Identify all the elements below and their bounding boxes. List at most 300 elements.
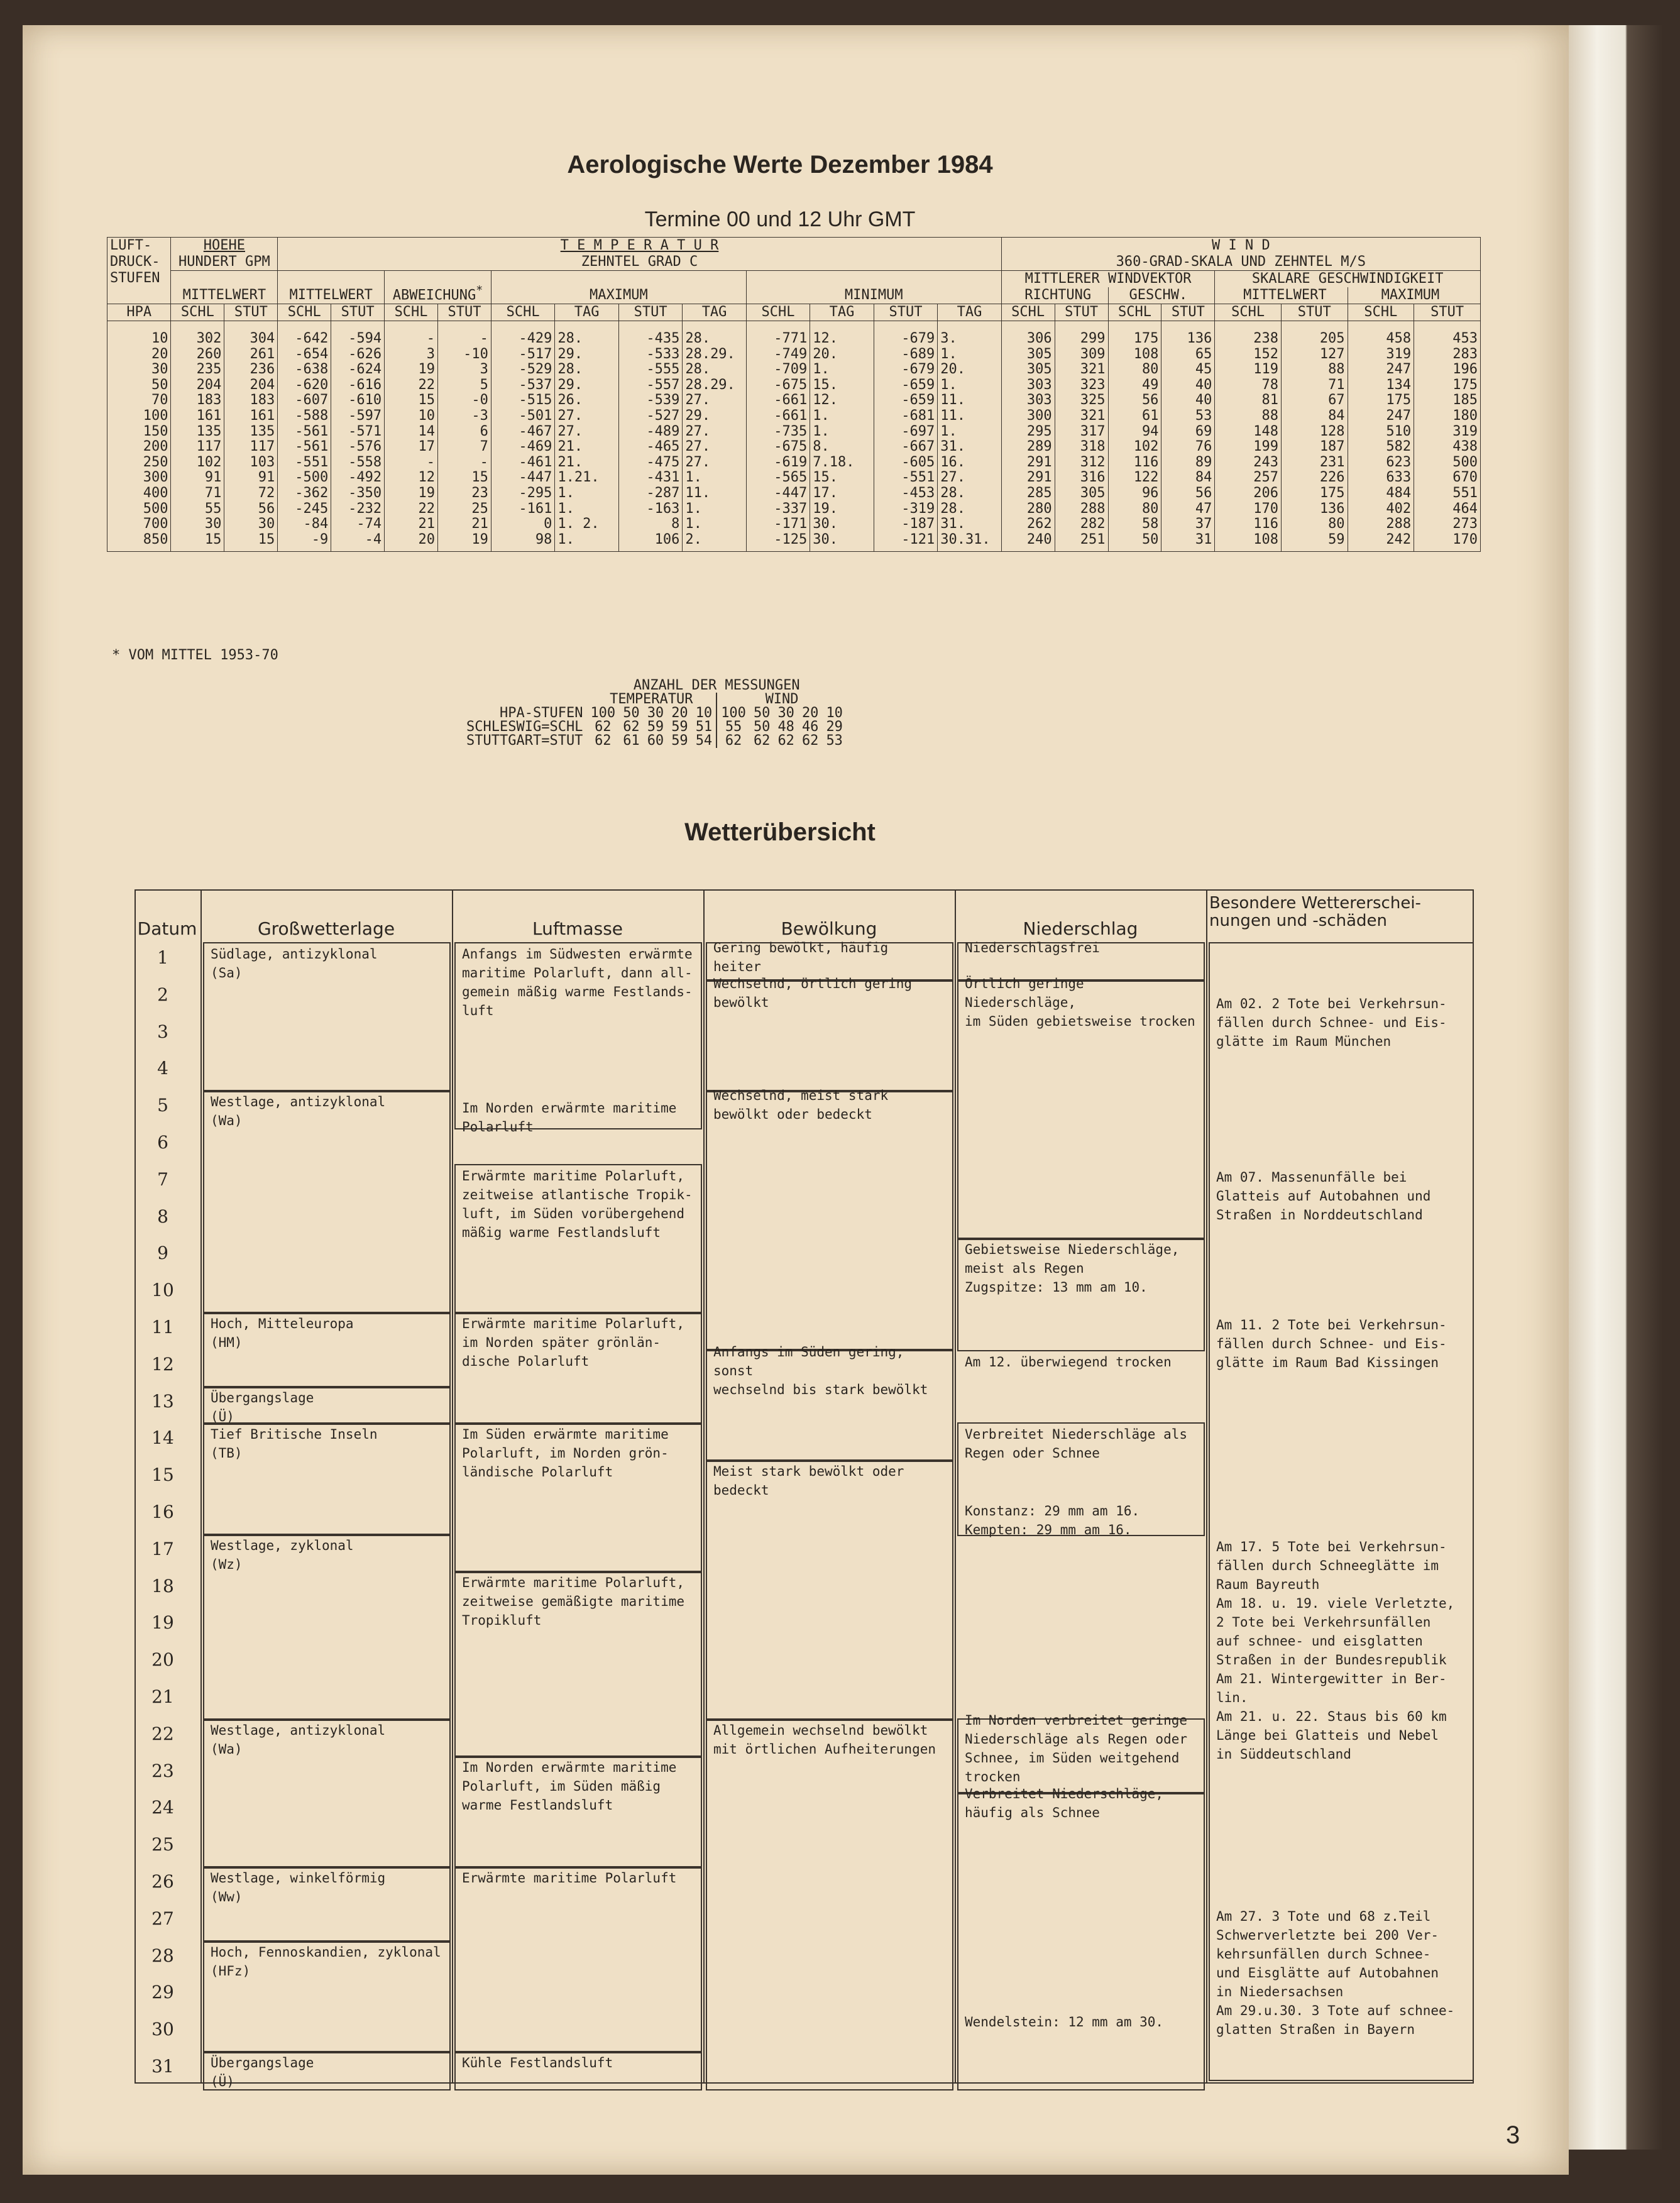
- table-cell: 27.: [683, 455, 746, 471]
- table-cell: 136: [1281, 502, 1348, 517]
- table-cell: 242: [1348, 532, 1414, 552]
- table-cell: -515: [491, 393, 554, 409]
- counts-value: 51: [695, 719, 713, 735]
- table-cell: 700: [107, 517, 171, 532]
- table-cell: -675: [746, 378, 810, 393]
- table-cell: -533: [618, 347, 682, 363]
- subheader-tag: TAG: [555, 304, 618, 321]
- counts-value: 62: [623, 719, 640, 735]
- table-cell: 27.: [555, 409, 618, 424]
- table-cell: 309: [1055, 347, 1108, 363]
- table-cell: 273: [1414, 517, 1481, 532]
- table-cell: 261: [224, 347, 278, 363]
- luft-entry: Erwärmte maritime Polarluft, im Norden später grönlän- dische Polarluft: [462, 1316, 685, 1369]
- header-abweichung: ABWEICHUNG*: [385, 271, 491, 304]
- table-cell: -610: [331, 393, 385, 409]
- counts-value: 59: [671, 733, 688, 749]
- table-cell: 20.: [810, 347, 874, 363]
- table-cell: 175: [1281, 486, 1348, 502]
- table-cell: 11.: [938, 393, 1002, 409]
- table-cell: 175: [1108, 321, 1161, 347]
- luft-entry: Im Norden erwärmte maritime Polarluft, im Süden mäßig warme Festlandsluft: [462, 1759, 677, 1813]
- table-cell: 28.: [555, 321, 618, 347]
- aerological-table-body: [107, 321, 1481, 552]
- subheader-stut: STUT: [1281, 304, 1348, 321]
- table-cell: 312: [1055, 455, 1108, 471]
- bes-entry: Am 17. 5 Tote bei Verkehrsun- fällen durch Schneeglätte im Raum Bayreuth Am 18. u. 19. viele Verletzte, 2 Tote bei Verkehrsunfällen auf schnee- und eisglatten Straßen in der Bundesrepublik Am 21. Wintergewitter in Ber- lin. Am 21. u. 22. Staus bis 60 km Länge bei Glatteis und Nebel in Süddeutschland: [1216, 1539, 1455, 1762]
- table-cell: 20: [107, 347, 171, 363]
- table-cell: 319: [1414, 424, 1481, 440]
- table-cell: 31.: [938, 517, 1002, 532]
- table-row: [107, 439, 1481, 455]
- table-cell: 200: [107, 439, 171, 455]
- table-cell: 50: [107, 378, 171, 393]
- table-cell: -161: [491, 502, 554, 517]
- bew-entry: Anfangs im Süden gering, sonst wechselnd bis stark bewölkt: [713, 1344, 928, 1397]
- table-cell: 247: [1348, 362, 1414, 378]
- day-number: 20: [151, 1649, 174, 1671]
- subheader-tag: TAG: [938, 304, 1002, 321]
- table-cell: 1.: [810, 424, 874, 440]
- table-cell: -447: [746, 486, 810, 502]
- table-cell: 15: [224, 532, 278, 552]
- table-cell: 291: [1001, 470, 1055, 486]
- header-windvektor: MITTLERER WINDVEKTOR RICHTUNG GESCHW.: [1001, 271, 1215, 304]
- table-cell: 30.: [810, 517, 874, 532]
- day-number: 29: [151, 1982, 174, 2003]
- table-row: [107, 517, 1481, 532]
- counts-title: ANZAHL DER MESSUNGEN: [633, 678, 800, 693]
- col-divider: [955, 891, 956, 2082]
- gross-entry: Westlage, antizyklonal (Wa): [211, 1722, 386, 1757]
- bes-entry: Am 11. 2 Tote bei Verkehrsun- fällen durch Schnee- und Eis- glätte im Raum Bad Kissingen: [1216, 1317, 1447, 1370]
- col-divider: [452, 891, 453, 2082]
- col-divider: [200, 891, 202, 2082]
- table-cell: 321: [1055, 362, 1108, 378]
- gross-entry: Übergangslage (Ü): [211, 1390, 314, 1424]
- table-cell: -565: [746, 470, 810, 486]
- table-cell: 283: [1414, 347, 1481, 363]
- table-cell: 127: [1281, 347, 1348, 363]
- table-cell: 289: [1001, 439, 1055, 455]
- table-cell: 226: [1281, 470, 1348, 486]
- table-cell: 19: [438, 532, 491, 552]
- table-cell: -529: [491, 362, 554, 378]
- table-cell: -616: [331, 378, 385, 393]
- table-cell: 175: [1348, 393, 1414, 409]
- table-cell: 302: [171, 321, 224, 347]
- table-cell: 14: [385, 424, 438, 440]
- table-cell: -679: [874, 321, 937, 347]
- day-number: 22: [151, 1723, 174, 1744]
- table-cell: 26.: [555, 393, 618, 409]
- table-cell: -4: [331, 532, 385, 552]
- table-cell: -689: [874, 347, 937, 363]
- header-minimum: MINIMUM: [746, 271, 1001, 304]
- nied-entry: Am 12. überwiegend trocken: [965, 1354, 1172, 1370]
- table-row: [107, 486, 1481, 502]
- table-cell: 453: [1414, 321, 1481, 347]
- subheader-row: [107, 304, 1481, 321]
- table-cell: -245: [278, 502, 331, 517]
- table-cell: -163: [618, 502, 682, 517]
- subheader-stut: STUT: [224, 304, 278, 321]
- table-row: [107, 347, 1481, 363]
- day-number: 9: [157, 1243, 168, 1264]
- table-cell: 8.: [810, 439, 874, 455]
- table-cell: 500: [107, 502, 171, 517]
- day-number: 23: [151, 1760, 174, 1781]
- table-cell: 402: [1348, 502, 1414, 517]
- header-niederschlag: Niederschlag: [1023, 918, 1138, 939]
- table-cell: -429: [491, 321, 554, 347]
- counts-value: 62: [753, 733, 771, 749]
- table-cell: 250: [107, 455, 171, 471]
- day-number: 28: [151, 1945, 174, 1966]
- table-cell: 31: [1161, 532, 1215, 552]
- table-cell: -295: [491, 486, 554, 502]
- subheader-schl: SCHL: [1108, 304, 1161, 321]
- day-number: 8: [157, 1206, 168, 1227]
- day-number: 13: [151, 1390, 174, 1412]
- table-cell: 15: [438, 470, 491, 486]
- table-cell: 243: [1215, 455, 1282, 471]
- table-cell: -74: [331, 517, 385, 532]
- table-cell: 6: [438, 424, 491, 440]
- table-cell: 30: [224, 517, 278, 532]
- bes-entry: Am 27. 3 Tote und 68 z.Teil Schwerverletzte bei 200 Ver- kehrsunfällen durch Schnee- und Eisglätte auf Autobahnen in Niedersachsen Am 29.u.30. 3 Tote auf schnee- glatten Straßen in Bayern: [1216, 1908, 1455, 2037]
- table-cell: 161: [171, 409, 224, 424]
- day-number: 16: [151, 1502, 174, 1522]
- table-cell: 135: [171, 424, 224, 440]
- table-cell: 3.: [938, 321, 1002, 347]
- table-cell: 11.: [683, 486, 746, 502]
- counts-row-schleswig: [463, 720, 847, 734]
- header-temperatur: T E M P E R A T U R ZEHNTEL GRAD C: [278, 238, 1001, 271]
- table-cell: 148: [1215, 424, 1282, 440]
- table-cell: -659: [874, 393, 937, 409]
- table-cell: -576: [331, 439, 385, 455]
- table-cell: -539: [618, 393, 682, 409]
- table-row: [107, 393, 1481, 409]
- table-cell: 303: [1001, 378, 1055, 393]
- table-cell: 299: [1055, 321, 1108, 347]
- table-cell: -84: [278, 517, 331, 532]
- table-cell: -500: [278, 470, 331, 486]
- table-cell: 8: [618, 517, 682, 532]
- col-divider: [703, 891, 705, 2082]
- day-number: 21: [151, 1686, 174, 1707]
- table-row: [107, 532, 1481, 552]
- table-cell: -675: [746, 439, 810, 455]
- table-cell: 17.: [810, 486, 874, 502]
- table-cell: -709: [746, 362, 810, 378]
- bew-entry: Wechselnd, meist stark bewölkt oder bedeckt: [713, 1088, 889, 1123]
- nied-entry: Konstanz: 29 mm am 16. Kempten: 29 mm am 16.: [965, 1503, 1140, 1537]
- table-cell: 10: [107, 321, 171, 347]
- table-cell: 15: [385, 393, 438, 409]
- table-cell: -232: [331, 502, 385, 517]
- table-cell: 1. 2.: [555, 517, 618, 532]
- luft-entry: Im Süden erwärmte maritime Polarluft, im Norden grön- ländische Polarluft: [462, 1427, 669, 1480]
- header-hoehe: HOEHE HUNDERT GPM: [171, 238, 278, 271]
- aerological-table: [107, 237, 1481, 552]
- table-cell: 91: [171, 470, 224, 486]
- counts-value: 53: [826, 733, 843, 749]
- counts-wind: WIND: [716, 693, 847, 706]
- measurement-counts-table: [463, 679, 847, 748]
- table-cell: -171: [746, 517, 810, 532]
- counts-value: 60: [647, 733, 664, 749]
- table-cell: -: [438, 321, 491, 347]
- table-cell: 89: [1161, 455, 1215, 471]
- table-cell: 285: [1001, 486, 1055, 502]
- table-cell: 161: [224, 409, 278, 424]
- table-cell: 633: [1348, 470, 1414, 486]
- table-cell: 70: [107, 393, 171, 409]
- table-cell: 1.: [938, 378, 1002, 393]
- header-besondere: Besondere Wettererschei- nungen und -schäden: [1209, 894, 1421, 930]
- subheader-schl: SCHL: [385, 304, 438, 321]
- table-cell: 205: [1281, 321, 1348, 347]
- table-cell: 236: [224, 362, 278, 378]
- table-cell: 15: [171, 532, 224, 552]
- bew-entry: Allgemein wechselnd bewölkt mit örtlichen Aufheiterungen: [713, 1722, 936, 1757]
- table-row: [107, 455, 1481, 471]
- counts-level: 100: [590, 705, 616, 721]
- table-cell: 15.: [810, 470, 874, 486]
- table-cell: 1.: [683, 470, 746, 486]
- subheader-schl: SCHL: [746, 304, 810, 321]
- table-cell: 3: [438, 362, 491, 378]
- table-cell: 17: [385, 439, 438, 455]
- table-cell: -: [385, 321, 438, 347]
- table-cell: 7: [438, 439, 491, 455]
- table-cell: -558: [331, 455, 385, 471]
- table-cell: 510: [1348, 424, 1414, 440]
- table-cell: -475: [618, 455, 682, 471]
- header-level: LUFT- DRUCK- STUFEN: [107, 238, 171, 304]
- table-cell: -679: [874, 362, 937, 378]
- table-cell: 59: [1281, 532, 1348, 552]
- table-cell: 235: [171, 362, 224, 378]
- table-cell: -561: [278, 424, 331, 440]
- table-cell: 11.: [938, 409, 1002, 424]
- counts-value: 29: [826, 719, 843, 735]
- table-cell: 19: [385, 362, 438, 378]
- gross-entry: Hoch, Fennoskandien, zyklonal (HFz): [211, 1944, 441, 1979]
- table-cell: 12: [385, 470, 438, 486]
- day-number: 27: [151, 1908, 174, 1929]
- table-cell: 98: [491, 532, 554, 552]
- table-cell: 1.21.: [555, 470, 618, 486]
- table-cell: 30: [107, 362, 171, 378]
- counts-level: 30: [777, 705, 794, 721]
- table-cell: -620: [278, 378, 331, 393]
- table-cell: -187: [874, 517, 937, 532]
- subheader-stut: STUT: [618, 304, 682, 321]
- table-cell: 27.: [938, 470, 1002, 486]
- table-cell: 3: [385, 347, 438, 363]
- day-number: 25: [151, 1834, 174, 1855]
- cell-box: [957, 1792, 1205, 2090]
- table-cell: 135: [224, 424, 278, 440]
- table-cell: 88: [1215, 409, 1282, 424]
- table-cell: 150: [107, 424, 171, 440]
- table-cell: 116: [1108, 455, 1161, 471]
- table-cell: -501: [491, 409, 554, 424]
- table-cell: 21: [385, 517, 438, 532]
- counts-level: 30: [647, 705, 664, 721]
- table-cell: 10: [385, 409, 438, 424]
- table-cell: 152: [1215, 347, 1282, 363]
- counts-level: 20: [801, 705, 819, 721]
- table-cell: -287: [618, 486, 682, 502]
- table-cell: -9: [278, 532, 331, 552]
- table-cell: 102: [1108, 439, 1161, 455]
- table-cell: -: [438, 455, 491, 471]
- day-number: 19: [151, 1612, 174, 1634]
- table-cell: 325: [1055, 393, 1108, 409]
- table-cell: 300: [107, 470, 171, 486]
- table-cell: -551: [874, 470, 937, 486]
- counts-level: 100: [716, 706, 750, 720]
- table-cell: 319: [1348, 347, 1414, 363]
- table-cell: 27.: [683, 393, 746, 409]
- table-cell: -749: [746, 347, 810, 363]
- table-cell: 31.: [938, 439, 1002, 455]
- subheader-schl: SCHL: [278, 304, 331, 321]
- day-number: 1: [157, 947, 168, 968]
- counts-levels-row: [463, 706, 847, 720]
- table-cell: 280: [1001, 502, 1055, 517]
- table-cell: 670: [1414, 470, 1481, 486]
- counts-row-label: SCHLESWIG=SCHL: [466, 719, 583, 735]
- table-row: [107, 321, 1481, 347]
- table-cell: -527: [618, 409, 682, 424]
- counts-value: 54: [695, 733, 713, 749]
- table-cell: -453: [874, 486, 937, 502]
- subheader-stut: STUT: [1055, 304, 1108, 321]
- binder-edge: [1569, 25, 1663, 2150]
- table-cell: -461: [491, 455, 554, 471]
- table-cell: -489: [618, 424, 682, 440]
- day-number: 3: [157, 1021, 168, 1042]
- table-cell: 56: [224, 502, 278, 517]
- table-cell: 50: [1108, 532, 1161, 552]
- counts-value: 55: [716, 720, 750, 734]
- table-cell: 30.31.: [938, 532, 1002, 552]
- table-cell: -771: [746, 321, 810, 347]
- day-number: 26: [151, 1871, 174, 1892]
- luft-entry: Erwärmte maritime Polarluft, zeitweise atlantische Tropik- luft, im Süden vorübergehend mäßig warme Festlandsluft: [462, 1168, 693, 1240]
- table-row: [107, 362, 1481, 378]
- table-cell: 80: [1108, 362, 1161, 378]
- table-cell: -492: [331, 470, 385, 486]
- table-cell: -697: [874, 424, 937, 440]
- gross-entry: Südlage, antizyklonal (Sa): [211, 947, 378, 981]
- table-cell: 464: [1414, 502, 1481, 517]
- table-cell: 20.: [938, 362, 1002, 378]
- gross-entry: Westlage, zyklonal (Wz): [211, 1537, 354, 1572]
- day-number: 31: [151, 2056, 174, 2077]
- table-cell: -10: [438, 347, 491, 363]
- subheader-stut: STUT: [438, 304, 491, 321]
- table-cell: 29.: [555, 378, 618, 393]
- counts-level: 50: [623, 705, 640, 721]
- header-maximum: MAXIMUM: [491, 271, 746, 304]
- table-cell: 134: [1348, 378, 1414, 393]
- table-cell: 71: [1281, 378, 1348, 393]
- counts-value: 62: [777, 733, 794, 749]
- table-cell: -125: [746, 532, 810, 552]
- table-cell: -735: [746, 424, 810, 440]
- subheader-schl: SCHL: [1348, 304, 1414, 321]
- table-cell: -588: [278, 409, 331, 424]
- table-cell: 300: [1001, 409, 1055, 424]
- subheader-schl: SCHL: [1001, 304, 1055, 321]
- cell-box: [706, 1718, 953, 2090]
- table-cell: 288: [1055, 502, 1108, 517]
- luft-entry: Kühle Festlandsluft: [462, 2055, 613, 2070]
- table-cell: 106: [618, 532, 682, 552]
- gross-entry: Westlage, antizyklonal (Wa): [211, 1094, 386, 1129]
- table-cell: 28.: [683, 321, 746, 347]
- table-cell: 19: [385, 486, 438, 502]
- table-cell: -465: [618, 439, 682, 455]
- table-cell: -681: [874, 409, 937, 424]
- table-row: [107, 502, 1481, 517]
- table-cell: -551: [278, 455, 331, 471]
- table-cell: -642: [278, 321, 331, 347]
- table-cell: -362: [278, 486, 331, 502]
- table-cell: -555: [618, 362, 682, 378]
- bew-entry: Gering bewölkt, häufig heiter: [713, 940, 889, 974]
- table-cell: -597: [331, 409, 385, 424]
- table-cell: 45: [1161, 362, 1215, 378]
- header-wind: W I N D 360-GRAD-SKALA UND ZEHNTEL M/S: [1001, 238, 1480, 271]
- table-cell: 47: [1161, 502, 1215, 517]
- table-cell: 28.29.: [683, 347, 746, 363]
- subheader-stut: STUT: [874, 304, 937, 321]
- luft-entry: Im Norden erwärmte maritime Polarluft: [462, 1101, 677, 1135]
- table-cell: 49: [1108, 378, 1161, 393]
- table-cell: 0: [491, 517, 554, 532]
- counts-row-label: STUTTGART=STUT: [466, 733, 583, 749]
- subheader-stut: STUT: [1414, 304, 1481, 321]
- table-cell: 30: [171, 517, 224, 532]
- day-number: 12: [151, 1353, 174, 1375]
- table-cell: 12.: [810, 321, 874, 347]
- day-number: 18: [151, 1575, 174, 1596]
- wetter-title: Wetterübersicht: [684, 818, 876, 846]
- table-cell: 1.: [810, 362, 874, 378]
- table-cell: 170: [1215, 502, 1282, 517]
- table-cell: 55: [171, 502, 224, 517]
- table-row: [107, 378, 1481, 393]
- table-cell: 1.: [683, 517, 746, 532]
- header-skalar: SKALARE GESCHWINDIGKEIT MITTELWERT MAXIMUM: [1215, 271, 1481, 304]
- table-cell: 850: [107, 532, 171, 552]
- table-cell: 61: [1108, 409, 1161, 424]
- table-cell: 288: [1348, 517, 1414, 532]
- subheader-tag: TAG: [683, 304, 746, 321]
- table-cell: 30.: [810, 532, 874, 552]
- table-cell: 240: [1001, 532, 1055, 552]
- table-cell: -594: [331, 321, 385, 347]
- table-cell: -350: [331, 486, 385, 502]
- cell-box: [454, 1866, 702, 2053]
